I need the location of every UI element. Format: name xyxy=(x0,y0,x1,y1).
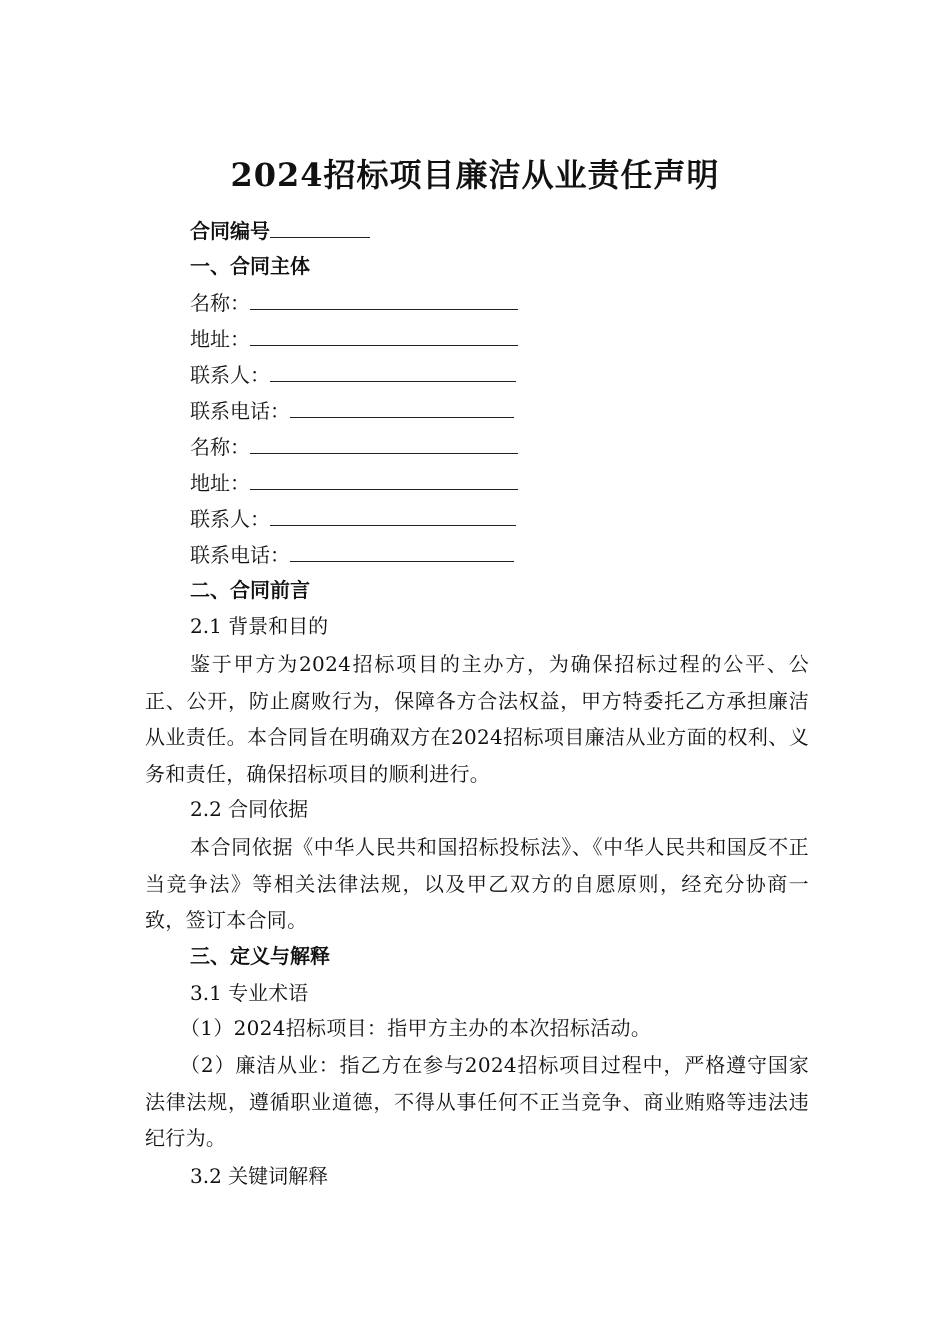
party-a-name-line xyxy=(190,287,518,318)
party-b-contact-line xyxy=(190,503,516,534)
contract-number-label: 合同编号 xyxy=(190,219,270,243)
contract-number-blank[interactable] xyxy=(270,215,370,238)
section-1-heading: 一、合同主体 xyxy=(190,254,310,278)
party-a-address-label: 地址： xyxy=(190,327,250,351)
section-3-2-heading: 3.2 关键词解释 xyxy=(190,1164,329,1188)
section-2-2-heading: 2.2 合同依据 xyxy=(190,797,309,821)
party-a-contact-line xyxy=(190,359,516,390)
section-3-1-item-1: （1）2024招标项目：指甲方主办的本次招标活动。 xyxy=(180,1016,652,1040)
party-b-address-line xyxy=(190,467,518,498)
party-a-contact-label: 联系人： xyxy=(190,363,270,387)
section-2-1-heading: 2.1 背景和目的 xyxy=(190,614,329,638)
party-a-phone-label: 联系电话： xyxy=(190,399,290,423)
section-2-heading: 二、合同前言 xyxy=(190,578,310,602)
party-b-address-label: 地址： xyxy=(190,471,250,495)
section-2-1-paragraph: 鉴于甲方为2024招标项目的主办方，为确保招标过程的公平、公正、公开，防止腐败行为，保障各方合法权益，甲方特委托乙方承担廉洁从业责任。本合同旨在明确双方在2024招标项目廉洁从业方面的权利、义务和责任，确保招标项目的顺利进行。 xyxy=(145,652,809,786)
party-a-name-blank[interactable] xyxy=(250,287,518,310)
contract-number-line xyxy=(190,215,370,246)
section-3-1-item-2: （2）廉洁从业：指乙方在参与2024招标项目过程中，严格遵守国家法律法规，遵循职业道德，不得从事任何不正当竞争、商业贿赂等违法违纪行为。 xyxy=(145,1053,809,1150)
party-b-contact-label: 联系人： xyxy=(190,507,270,531)
party-b-phone-blank[interactable] xyxy=(290,539,514,562)
section-2-2-paragraph: 本合同依据《中华人民共和国招标投标法》、《中华人民共和国反不正当竞争法》等相关法律法规，以及甲乙双方的自愿原则，经充分协商一致，签订本合同。 xyxy=(145,835,809,932)
party-b-address-blank[interactable] xyxy=(250,467,518,490)
party-b-phone-label: 联系电话： xyxy=(190,543,290,567)
party-a-address-blank[interactable] xyxy=(250,323,518,346)
party-a-name-label: 名称： xyxy=(190,291,250,315)
party-a-contact-blank[interactable] xyxy=(270,359,516,382)
party-a-address-line xyxy=(190,323,518,354)
party-a-phone-line xyxy=(190,395,514,426)
party-b-contact-blank[interactable] xyxy=(270,503,516,526)
section-3-1-heading: 3.1 专业术语 xyxy=(190,981,309,1005)
section-3-heading: 三、定义与解释 xyxy=(190,944,330,968)
party-b-phone-line xyxy=(190,539,514,570)
document-title: 2024招标项目廉洁从业责任声明 xyxy=(230,156,720,194)
party-a-phone-blank[interactable] xyxy=(290,395,514,418)
party-b-name-blank[interactable] xyxy=(250,431,518,454)
party-b-name-line xyxy=(190,431,518,462)
party-b-name-label: 名称： xyxy=(190,435,250,459)
